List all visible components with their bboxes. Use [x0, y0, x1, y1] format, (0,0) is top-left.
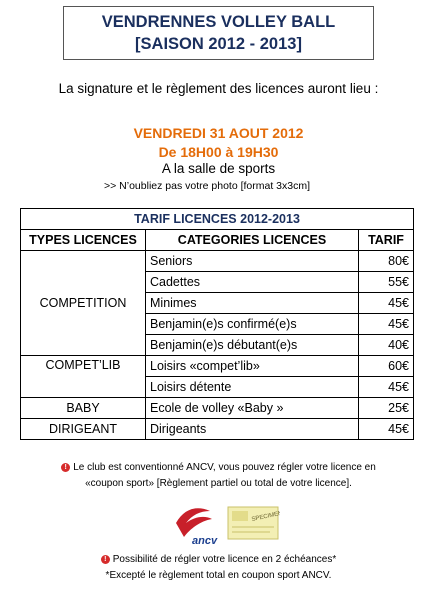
category-cell: Seniors — [146, 251, 359, 272]
photo-note: >> N’oubliez pas votre photo [format 3x3cm] — [104, 180, 311, 192]
event-place: A la salle de sports — [161, 161, 276, 176]
type-competlib: COMPET’LIB — [21, 356, 146, 398]
price-cell: 55€ — [359, 272, 414, 293]
ancv-note-text1: Le club est conventionné ANCV, vous pouvez régler votre licence en — [73, 462, 376, 473]
exception-text: *Excepté le règlement total en coupon sport ANCV. — [105, 570, 332, 581]
type-baby: BABY — [21, 398, 146, 419]
table-header-row — [21, 230, 414, 251]
category-cell: Ecole de volley «Baby » — [146, 398, 359, 419]
header-types: TYPES LICENCES — [21, 230, 146, 251]
type-competition: COMPETITION — [21, 251, 146, 356]
alert-icon: ! — [101, 555, 110, 564]
category-cell: Minimes — [146, 293, 359, 314]
header-categories: CATEGORIES LICENCES — [146, 230, 359, 251]
header-title-box — [63, 6, 374, 60]
installments-line — [0, 552, 437, 568]
category-cell: Loisirs «compet’lib» — [146, 356, 359, 377]
header-season: [SAISON 2012 - 2013] — [135, 35, 302, 53]
installments-text: Possibilité de régler votre licence en 2 échéances* — [112, 554, 337, 565]
price-cell: 60€ — [359, 356, 414, 377]
coupon-specimen-text: SPECIMEN — [251, 510, 280, 523]
coupon-image — [228, 507, 280, 539]
category-cell: Dirigeants — [146, 419, 359, 440]
intro-text: La signature et le règlement des licences auront lieu : — [58, 81, 379, 96]
price-cell: 45€ — [359, 314, 414, 335]
tarif-table — [20, 208, 414, 440]
table-row — [21, 419, 414, 440]
price-cell: 25€ — [359, 398, 414, 419]
header-tarif: TARIF — [359, 230, 414, 251]
ancv-logo-text: ancv — [192, 535, 218, 547]
table-caption: TARIF LICENCES 2012-2013 — [21, 209, 414, 230]
alert-icon: ! — [61, 463, 70, 472]
table-row — [21, 398, 414, 419]
ancv-note — [0, 460, 437, 492]
ancv-note-text2: «coupon sport» [Règlement partiel ou total de votre licence]. — [85, 478, 352, 489]
header-title: VENDRENNES VOLLEY BALL — [101, 13, 336, 31]
payment-note — [0, 552, 437, 584]
price-cell: 45€ — [359, 377, 414, 398]
ancv-note-line1 — [0, 460, 437, 476]
category-cell: Loisirs détente — [146, 377, 359, 398]
category-cell: Benjamin(e)s débutant(e)s — [146, 335, 359, 356]
event-time: De 18H00 à 19H30 — [158, 144, 279, 160]
category-cell: Cadettes — [146, 272, 359, 293]
price-cell: 45€ — [359, 419, 414, 440]
ancv-logo-icon — [170, 503, 280, 547]
event-date: VENDREDI 31 AOUT 2012 — [133, 125, 304, 141]
event-date-block — [0, 124, 437, 162]
ancv-logo-area — [170, 503, 280, 547]
table-row — [21, 356, 414, 377]
price-cell: 80€ — [359, 251, 414, 272]
table-caption-row — [21, 209, 414, 230]
price-cell: 45€ — [359, 293, 414, 314]
type-dirigeant: DIRIGEANT — [21, 419, 146, 440]
category-cell: Benjamin(e)s confirmé(e)s — [146, 314, 359, 335]
table-row — [21, 251, 414, 272]
price-cell: 40€ — [359, 335, 414, 356]
